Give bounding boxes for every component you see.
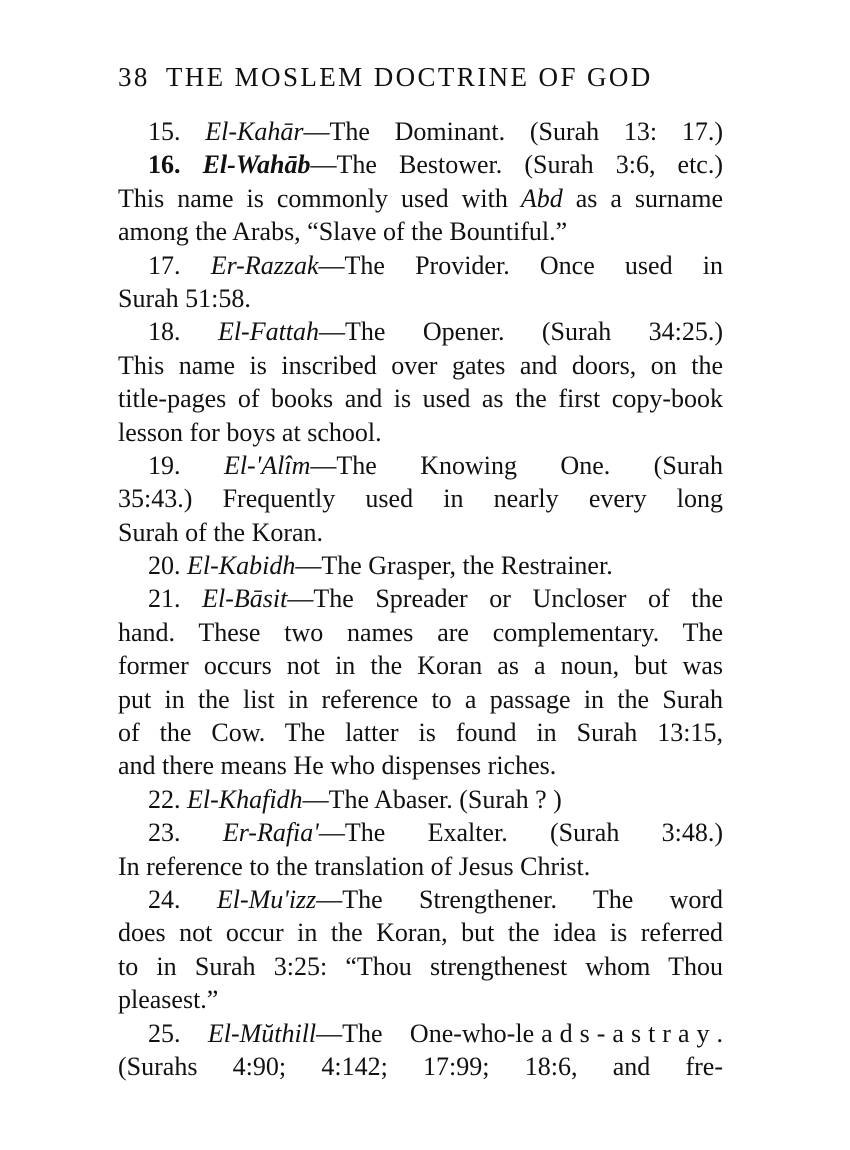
text-line: and there means He who dispenses riches. (118, 751, 557, 781)
text-line: 23. Er-Rafia'—The Exalter. (Surah 3:48.) (148, 818, 723, 848)
text-line: does not occur in the Koran, but the idea is referred (118, 918, 723, 948)
text-line: 17. Er-Razzak—The Provider. Once used in (148, 250, 723, 280)
text-line: This name is commonly used with Abd as a surname (118, 183, 723, 213)
running-title: THE MOSLEM DOCTRINE OF GOD (165, 62, 653, 92)
text-line: lesson for boys at school. (118, 417, 382, 447)
divine-name: Er-Rafia' (222, 818, 319, 848)
text-line: 24. El-Mu'izz—The Strengthener. The word (148, 884, 724, 914)
text-line: 21. El-Bāsit—The Spreader or Uncloser of the (148, 584, 723, 614)
text-line: This name is inscribed over gates and doors, on the (118, 350, 723, 380)
divine-name: El-Fattah (217, 317, 320, 347)
page-number: 38 (118, 62, 150, 92)
text-line: 15. El-Kahār—The Dominant. (Surah 13: 17.) (148, 117, 724, 146)
page-body-text (118, 115, 723, 1083)
divine-name: El-Mu'izz (216, 884, 317, 914)
text-line: 16. El-Wahāb—The Bestower. (Surah 3:6, etc.) (148, 150, 724, 180)
divine-name: El-'Alîm (223, 450, 311, 480)
text-line: title-pages of books and is used as the first copy-book (118, 384, 723, 414)
divine-name: El-Kabidh (187, 551, 296, 581)
text-line: put in the list in reference to a passage in the Surah (118, 684, 723, 714)
text-line: Surah of the Koran. (118, 517, 324, 547)
divine-name: El-Kahār (205, 117, 304, 146)
text-line: to in Surah 3:25: “Thou strengthenest whom Thou (118, 951, 723, 981)
running-header (118, 62, 653, 93)
text-line: Surah 51:58. (118, 283, 251, 313)
text-line: of the Cow. The latter is found in Surah 13:15, (118, 718, 723, 748)
text-line: hand. These two names are complementary. The (118, 617, 723, 647)
text-line: 35:43.) Frequently used in nearly every long (118, 484, 723, 514)
divine-name: Er-Razzak (210, 250, 319, 280)
text-line: 19. El-'Alîm—The Knowing One. (Surah (148, 450, 723, 480)
text-line: former occurs not in the Koran as a noun, but was (118, 651, 723, 681)
text-line: In reference to the translation of Jesus Christ. (118, 851, 591, 881)
text-line: 22. El-Khafidh—The Abaser. (Surah ? ) (148, 784, 562, 814)
text-line: among the Arabs, “Slave of the Bountiful.” (118, 217, 568, 247)
text-line: 25. El-Mŭthill—The One-who-leads-astray. (148, 1018, 723, 1048)
divine-name: El-Wahāb (202, 150, 311, 180)
text-line: (Surahs 4:90; 4:142; 17:99; 18:6, and fre- (118, 1051, 723, 1081)
divine-name: El-Mŭthill (207, 1018, 317, 1048)
text-line: pleasest.” (118, 985, 219, 1015)
divine-name: El-Khafidh (187, 784, 303, 814)
text-line: 18. El-Fattah—The Opener. (Surah 34:25.) (148, 317, 724, 347)
text-line: 20. El-Kabidh—The Grasper, the Restrainer. (148, 551, 613, 581)
divine-name: El-Bāsit (202, 584, 288, 614)
